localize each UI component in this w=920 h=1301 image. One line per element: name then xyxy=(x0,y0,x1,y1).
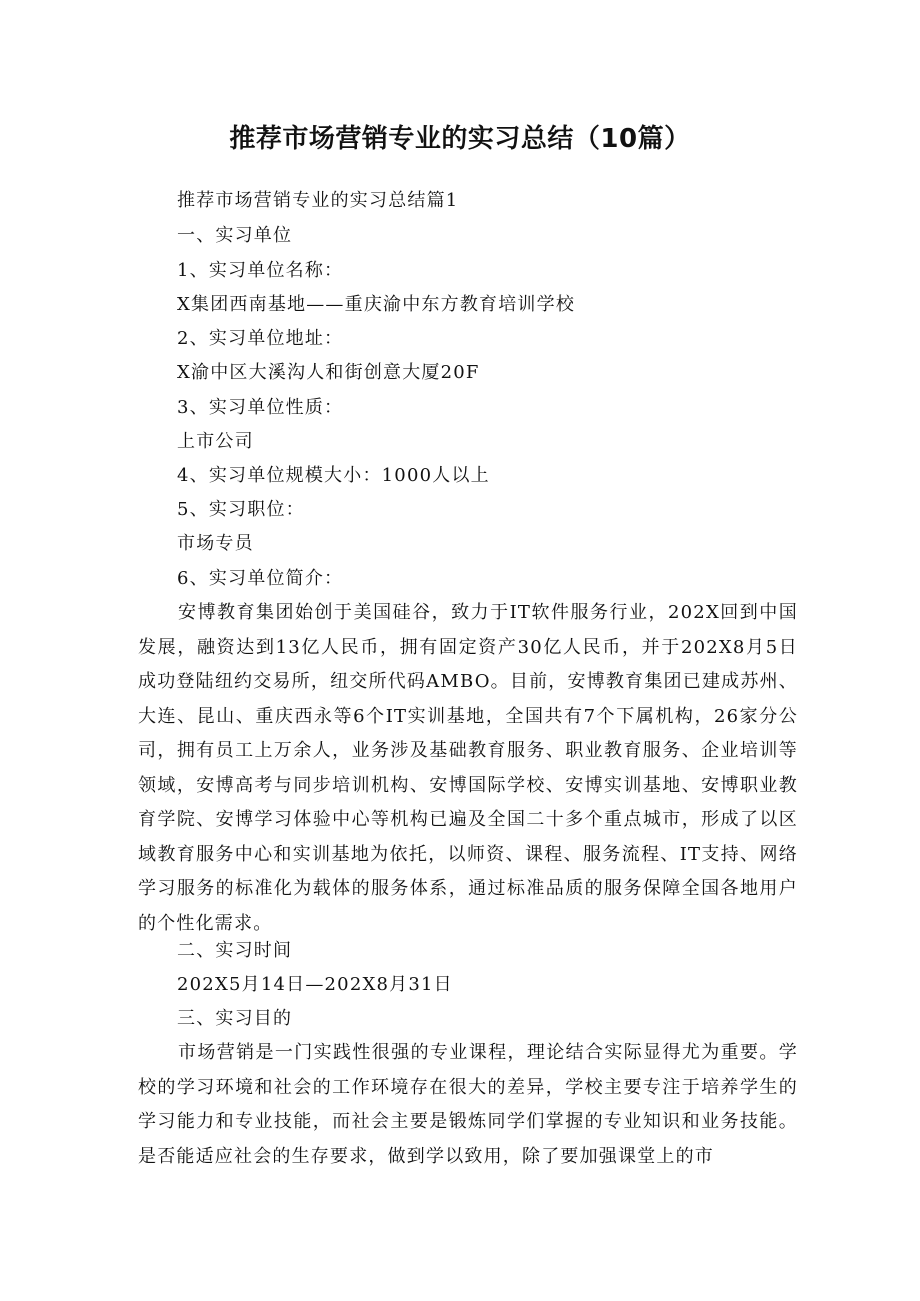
unit-name-label: 1、实习单位名称： xyxy=(177,260,344,281)
unit-nature-value: 上市公司 xyxy=(177,431,254,452)
position-value: 市场专员 xyxy=(177,533,254,554)
unit-address-value: X渝中区大溪沟人和街创意大厦20F xyxy=(177,362,480,383)
position-label: 5、实习职位： xyxy=(177,499,305,520)
unit-nature-label: 3、实习单位性质： xyxy=(177,397,344,418)
document-title: 推荐市场营销专业的实习总结（10篇） xyxy=(229,124,691,154)
unit-address-label: 2、实习单位地址： xyxy=(177,328,344,349)
purpose-paragraph: 市场营销是一门实践性很强的专业课程，理论结合实际显得尤为重要。学校的学习环境和社会的工作环境存在很大的差异，学校主要专注于培养学生的学习能力和专业技能，而社会主要是锻炼同学们掌握的专业知识和业务技能。是否能适应社会的生存要求，做到学以致用，除了要加强课堂上的市 xyxy=(138,1042,798,1167)
unit-intro-paragraph: 安博教育集团始创于美国硅谷，致力于IT软件服务行业，202X回到中国发展，融资达到13亿人民币，拥有固定资产30亿人民币，并于202X8月5日成功登陆纽约交易所，纽交所代码AMBO。目前，安博教育集团已建成苏州、大连、昆山、重庆西永等6个IT实训基地，全国共有7个下属机构，26家分公司，拥有员工上万余人，业务涉及基础教育服务、职业教育服务、企业培训等领域，安博高考与同步培训机构、安博国际学校、安博实训基地、安博职业教育学院、安博学习体验中心等机构已遍及全国二十多个重点城市，形成了以区域教育服务中心和实训基地为依托，以师资、课程、服务流程、IT支持、网络学习服务的标准化为载体的服务体系，通过标准品质的服务保障全国各地用户的个性化需求。 xyxy=(138,602,798,934)
unit-name-value: X集团西南基地——重庆渝中东方教育培训学校 xyxy=(177,294,576,315)
section-three-heading: 三、实习目的 xyxy=(177,1008,293,1029)
internship-period: 202X5月14日—202X8月31日 xyxy=(177,974,453,995)
unit-scale-line: 4、实习单位规模大小：1000人以上 xyxy=(177,465,490,486)
section-one-heading: 一、实习单位 xyxy=(177,225,293,246)
section-two-heading: 二、实习时间 xyxy=(177,940,293,961)
article-heading: 推荐市场营销专业的实习总结篇1 xyxy=(177,190,459,211)
unit-intro-label: 6、实习单位简介： xyxy=(177,568,344,589)
